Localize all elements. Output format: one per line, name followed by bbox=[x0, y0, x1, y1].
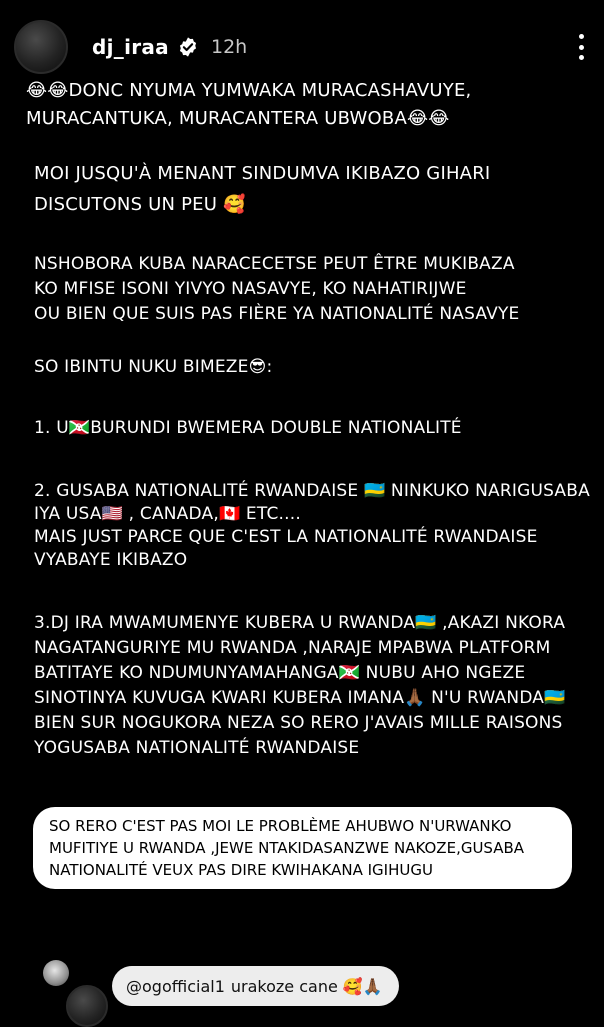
story-text-line: SO IBINTU NUKU BIMEZE😎: bbox=[34, 357, 273, 377]
story-header bbox=[14, 18, 590, 76]
story-text-line: 3.DJ IRA MWAMUMENYE KUBERA U RWANDA🇷🇼 ,AKAZI NKORA NAGATANGURIYE MU RWANDA ,NARAJE MPABWA PLATFORM BATITAYE KO NDUMUNYAMAHANGA🇧🇮 NUBU AHO NGEZE SINOTINYA KUVUGA KWARI KUBERA IMANA🙏🏾 N'U RWANDA🇷🇼 BIEN SUR NOGUKORA NEZA SO RERO J'AVAIS MILLE RAISONS YOGUSABA NATIONALITÉ RWANDAISE bbox=[34, 613, 566, 758]
mention-sticker[interactable] bbox=[112, 966, 399, 1006]
post-time: 12h bbox=[210, 36, 248, 58]
story-text-line: 😂😂DONC NYUMA YUMWAKA MURACASHAVUYE, MURACANTUKA, MURACANTERA UBWOBA😂😂 bbox=[26, 80, 472, 129]
highlighted-text-block: SO RERO C'EST PAS MOI LE PROBLÈME AHUBWO N'URWANKO MUFITIYE U RWANDA ,JEWE NTAKIDASANZWE NAKOZE,GUSABA NATIONALITÉ VEUX PAS DIRE KWIHAKANA IGIHUGU bbox=[33, 807, 572, 889]
story-text-line: NSHOBORA KUBA NARACECETSE PEUT ÊTRE MUKIBAZA KO MFISE ISONI YIVYO NASAVYE, KO NAHATIRIJWE OU BIEN QUE SUIS PAS FIÈRE YA NATIONALITÉ NASAVYE bbox=[34, 254, 520, 324]
mentioned-user-avatar[interactable] bbox=[43, 960, 69, 986]
profile-avatar[interactable] bbox=[14, 20, 68, 74]
mention-message: urakoze cane 🥰🙏🏾 bbox=[230, 976, 383, 996]
story-text-line: MOI JUSQU'À MENANT SINDUMVA IKIBAZO GIHARI DISCUTONS UN PEU 🥰 bbox=[34, 163, 491, 215]
username[interactable]: dj_iraa bbox=[92, 35, 169, 59]
story-text-line: 1. U🇧🇮BURUNDI BWEMERA DOUBLE NATIONALITÉ bbox=[34, 418, 462, 438]
verified-badge-icon bbox=[177, 36, 199, 58]
more-options-icon[interactable] bbox=[572, 32, 590, 62]
story-text-line: 2. GUSABA NATIONALITÉ RWANDAISE 🇷🇼 NINKUKO NARIGUSABA IYA USA🇺🇸 , CANADA,🇨🇦 ETC.... MAIS JUST PARCE QUE C'EST LA NATIONALITÉ RWANDAISE VYABAYE IKIBAZO bbox=[34, 481, 590, 570]
reply-avatar[interactable] bbox=[66, 985, 108, 1027]
mention-handle[interactable]: @ogofficial1 bbox=[126, 976, 225, 996]
